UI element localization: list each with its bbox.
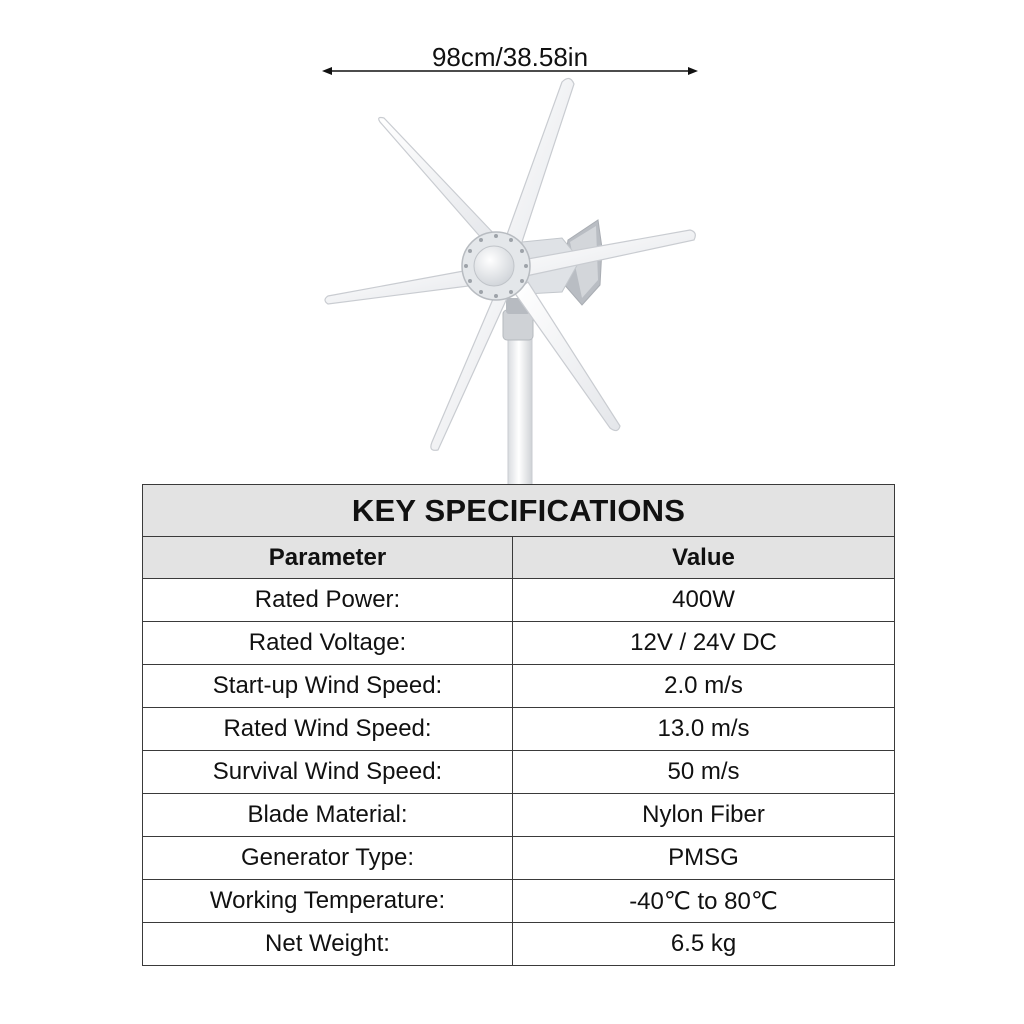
parameter-cell: Rated Voltage: (143, 622, 513, 665)
parameter-cell: Blade Material: (143, 794, 513, 837)
value-cell: PMSG (513, 837, 895, 880)
table-row (143, 579, 895, 622)
wind-turbine-image (300, 70, 720, 490)
table-row (143, 751, 895, 794)
value-cell: 400W (513, 579, 895, 622)
table-row (143, 708, 895, 751)
parameter-cell: Working Temperature: (143, 880, 513, 923)
table-row (143, 880, 895, 923)
dimension-label: 98cm/38.58in (431, 42, 589, 72)
value-cell: 2.0 m/s (513, 665, 895, 708)
table-header-row (143, 537, 895, 579)
parameter-cell: Generator Type: (143, 837, 513, 880)
parameter-cell: Rated Wind Speed: (143, 708, 513, 751)
specifications-table (142, 484, 895, 966)
value-cell: -40℃ to 80℃ (513, 880, 895, 923)
value-cell: 50 m/s (513, 751, 895, 794)
wind-turbine-icon (300, 70, 720, 490)
parameter-cell: Net Weight: (143, 923, 513, 966)
value-cell: 12V / 24V DC (513, 622, 895, 665)
value-cell: 6.5 kg (513, 923, 895, 966)
table-row (143, 923, 895, 966)
table-title-row (143, 485, 895, 537)
parameter-cell: Rated Power: (143, 579, 513, 622)
table-row (143, 665, 895, 708)
parameter-cell: Survival Wind Speed: (143, 751, 513, 794)
column-header-parameter: Parameter (143, 537, 513, 579)
parameter-cell: Start-up Wind Speed: (143, 665, 513, 708)
table-row (143, 837, 895, 880)
value-cell: 13.0 m/s (513, 708, 895, 751)
column-header-value: Value (513, 537, 895, 579)
table-title: KEY SPECIFICATIONS (143, 485, 895, 537)
value-cell: Nylon Fiber (513, 794, 895, 837)
table-row (143, 622, 895, 665)
table-row (143, 794, 895, 837)
